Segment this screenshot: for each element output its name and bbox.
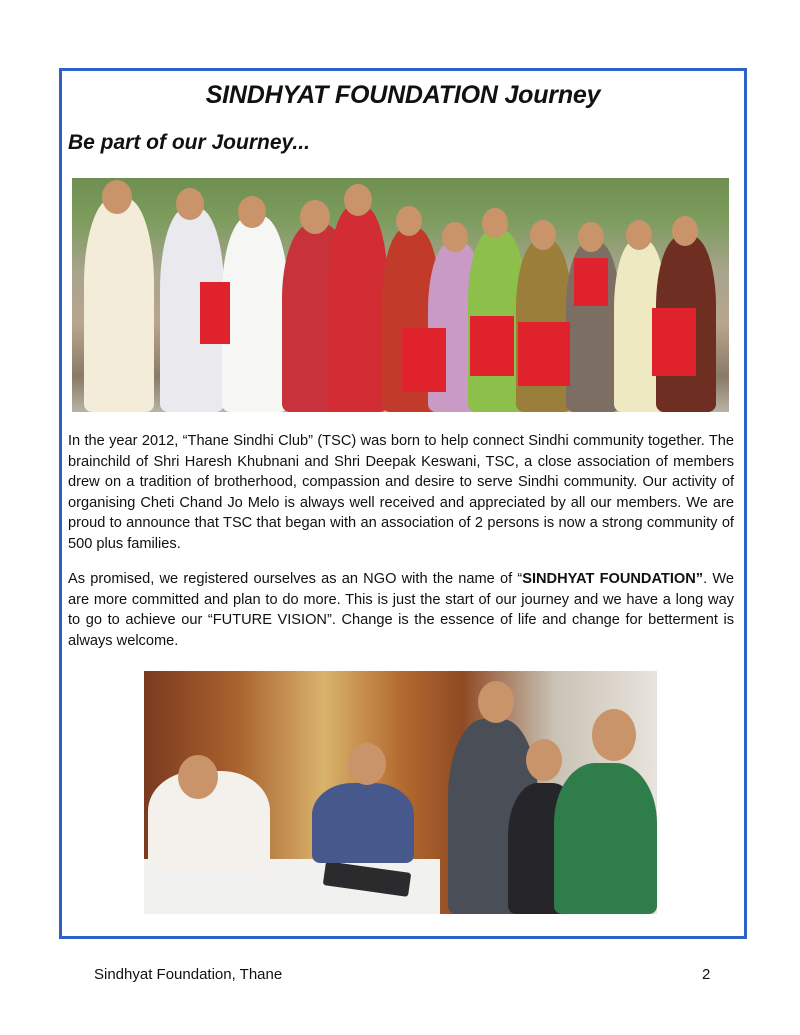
group-photo (72, 178, 729, 412)
page-number: 2 (702, 966, 711, 983)
page-title: SINDHYAT FOUNDATION Journey (205, 81, 601, 109)
ngo-paragraph (68, 569, 734, 651)
meeting-photo (144, 671, 657, 914)
foundation-name: SINDHYAT FOUNDATION” (522, 571, 704, 587)
content-frame (59, 68, 747, 939)
section-subtitle: Be part of our Journey... (68, 131, 310, 154)
intro-paragraph: In the year 2012, “Thane Sindhi Club” (TSC) was born to help connect Sindhi community together. The brainchild of Shri Haresh Khubnani and Shri Deepak Keswani, TSC, a close association of members drew on a tradition of brotherhood, compassion and desire to serve Sindhi community. Our activity of organising Cheti Chand Jo Melo is always well received and appreciated by all our members. We are proud to announce that TSC that began with an association of 2 persons is now a strong community of 500 plus families. (68, 433, 734, 552)
ngo-paragraph-start: As promised, we registered ourselves as an NGO with the name of “ (68, 571, 523, 587)
ngo-paragraph-end: . We are more committed and plan to do more. This is just the start of our journey and we have a long way to go to achieve our “FUTURE VISION”. Change is the essence of life and change for betterment is always welcome. (68, 571, 734, 649)
footer-organization: Sindhyat Foundation, Thane (94, 966, 283, 983)
